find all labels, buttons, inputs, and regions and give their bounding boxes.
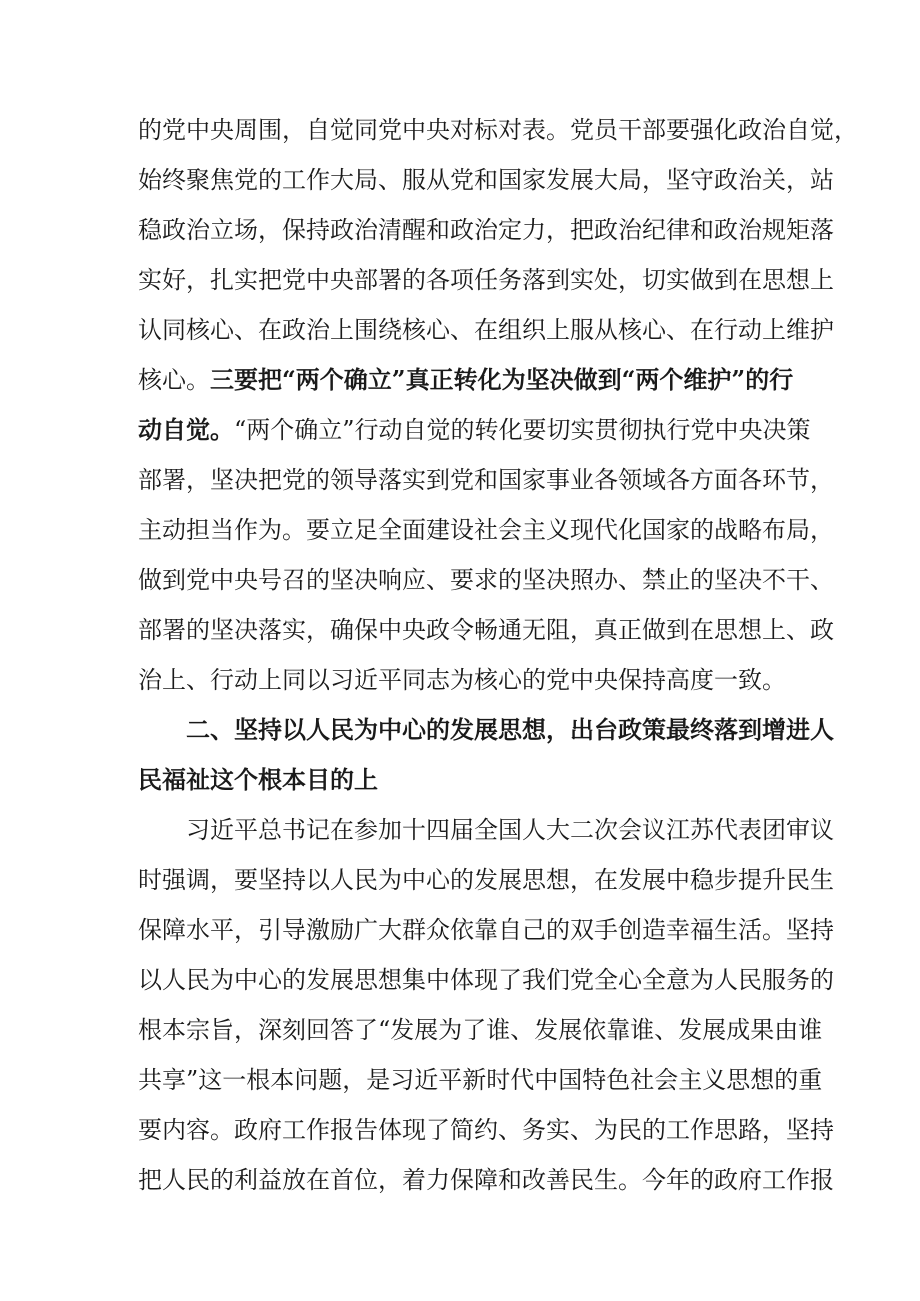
text-run: 实好，扎实把党中央部署的各项任务落到实处，切实做到在思想上	[138, 266, 834, 294]
text-line	[138, 965, 834, 995]
text-line	[138, 615, 834, 645]
text-line	[138, 1115, 834, 1145]
text-run: 认同核心、在政治上围绕核心、在组织上服从核心、在行动上维护	[138, 316, 834, 344]
text-run: 以人民为中心的发展思想集中体现了我们党全心全意为人民服务的	[138, 966, 834, 994]
heading-line	[186, 715, 834, 745]
text-run: 部署的坚决落实，确保中央政令畅通无阻，真正做到在思想上、政	[138, 616, 834, 644]
heading-line	[138, 765, 778, 795]
text-line	[138, 315, 834, 345]
text-line	[138, 365, 794, 395]
text-line	[138, 1165, 834, 1195]
text-run: 把人民的利益放在首位，着力保障和改善民生。今年的政府工作报	[138, 1166, 834, 1194]
text-run: 共享”这一根本问题，是习近平新时代中国特色社会主义思想的重	[138, 1066, 823, 1094]
text-run: “两个确立”行动自觉的转化要切实贯彻执行党中央决策	[234, 416, 811, 444]
text-run: 部署，坚决把党的领导落实到党和国家事业各领域各方面各环节，	[138, 466, 834, 494]
text-line	[138, 215, 834, 245]
text-line	[138, 465, 834, 495]
text-line	[138, 915, 834, 945]
text-run: 做到党中央号召的坚决响应、要求的坚决照办、禁止的坚决不干、	[138, 566, 834, 594]
text-line	[186, 815, 834, 845]
text-line	[138, 1015, 823, 1045]
text-line	[138, 665, 786, 695]
text-run: 治上、行动上同以习近平同志为核心的党中央保持高度一致。	[138, 666, 786, 694]
text-line	[138, 565, 834, 595]
heading-text: 二、坚持以人民为中心的发展思想，出台政策最终落到增进人	[186, 715, 834, 744]
text-run: 核心。	[138, 366, 210, 394]
text-run: 保障水平，引导激励广大群众依靠自己的双手创造幸福生活。坚持	[138, 916, 834, 944]
heading-text: 民福祉这个根本目的上	[138, 765, 378, 794]
text-run: 习近平总书记在参加十四届全国人大二次会议江苏代表团审议	[186, 816, 834, 844]
text-line	[138, 865, 834, 895]
text-run: 时强调，要坚持以人民为中心的发展思想，在发展中稳步提升民生	[138, 866, 834, 894]
bold-text-run: 三要把“两个确立”真正转化为坚决做到“两个维护”的行	[210, 365, 794, 394]
text-line	[138, 165, 834, 195]
text-run: 主动担当作为。要立足全面建设社会主义现代化国家的战略布局，	[138, 516, 834, 544]
bold-text-run: 动自觉。	[138, 415, 234, 444]
text-line	[138, 415, 811, 445]
text-line	[138, 1065, 823, 1095]
text-run: 始终聚焦党的工作大局、服从党和国家发展大局，坚守政治关，站	[138, 166, 834, 194]
text-run: 的党中央周围，自觉同党中央对标对表。党员干部要强化政治自觉，	[138, 116, 858, 144]
text-run: 根本宗旨，深刻回答了“发展为了谁、发展依靠谁、发展成果由谁	[138, 1016, 823, 1044]
text-line	[138, 115, 858, 145]
text-run: 要内容。政府工作报告体现了简约、务实、为民的工作思路，坚持	[138, 1116, 834, 1144]
text-run: 稳政治立场，保持政治清醒和政治定力，把政治纪律和政治规矩落	[138, 216, 834, 244]
text-line	[138, 515, 834, 545]
text-line	[138, 265, 834, 295]
